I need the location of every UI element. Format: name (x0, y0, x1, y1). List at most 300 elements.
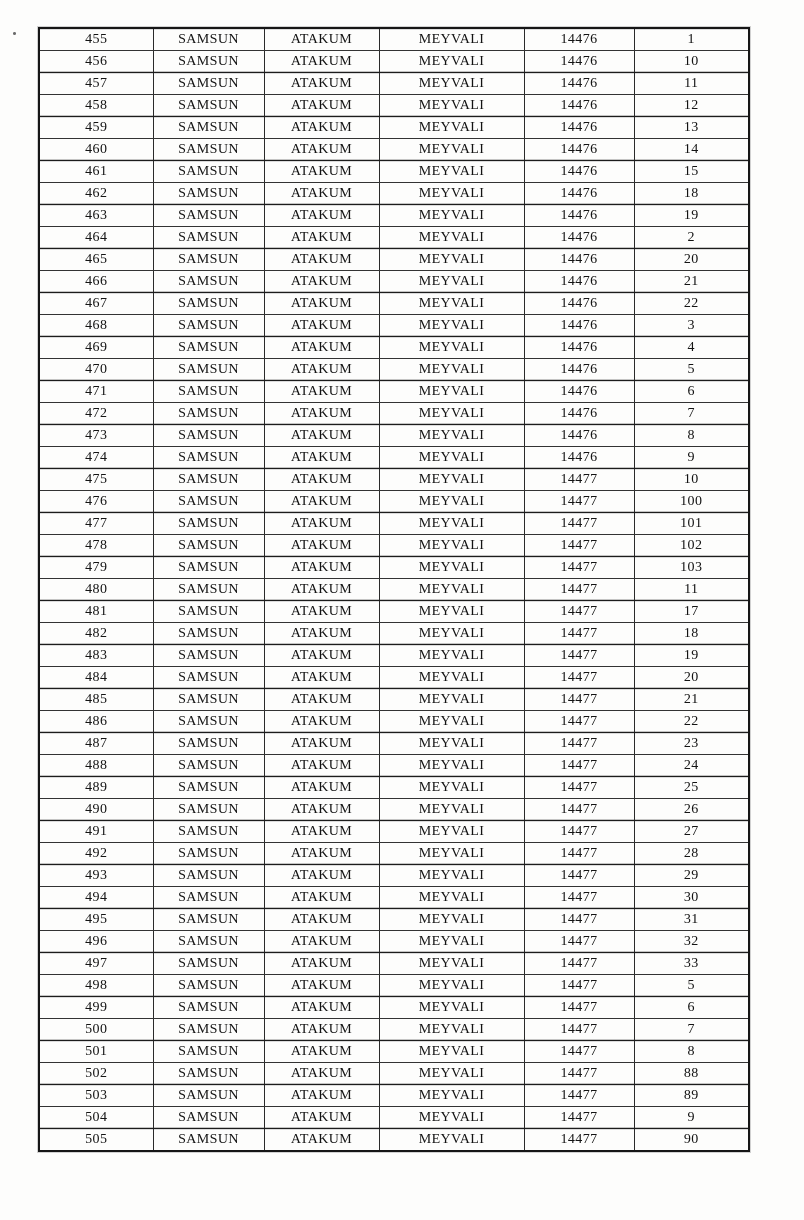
table-cell: SAMSUN (153, 95, 264, 117)
table-row (39, 777, 749, 799)
table-cell: 498 (39, 975, 153, 997)
table-cell: SAMSUN (153, 425, 264, 447)
table-cell: 14476 (524, 28, 634, 51)
table-cell: MEYVALI (379, 205, 524, 227)
table-cell: SAMSUN (153, 139, 264, 161)
table-cell: MEYVALI (379, 1063, 524, 1085)
table-cell: SAMSUN (153, 1063, 264, 1085)
table-cell: SAMSUN (153, 1129, 264, 1152)
table-cell: SAMSUN (153, 601, 264, 623)
table-cell: 482 (39, 623, 153, 645)
table-row (39, 117, 749, 139)
table-cell: SAMSUN (153, 51, 264, 73)
table-cell: 486 (39, 711, 153, 733)
table-cell: 491 (39, 821, 153, 843)
table-cell: 11 (634, 73, 749, 95)
table-cell: ATAKUM (264, 337, 379, 359)
table-cell: ATAKUM (264, 51, 379, 73)
table-cell: 33 (634, 953, 749, 975)
table-cell: MEYVALI (379, 733, 524, 755)
table-cell: 14476 (524, 183, 634, 205)
table-cell: 479 (39, 557, 153, 579)
table-cell: 12 (634, 95, 749, 117)
table-cell: MEYVALI (379, 535, 524, 557)
table-cell: ATAKUM (264, 689, 379, 711)
scan-speckle (13, 32, 16, 35)
table-row (39, 491, 749, 513)
table-cell: MEYVALI (379, 447, 524, 469)
table-cell: 456 (39, 51, 153, 73)
table-cell: 14477 (524, 843, 634, 865)
table-cell: 9 (634, 1107, 749, 1129)
table-cell: MEYVALI (379, 777, 524, 799)
table-row (39, 755, 749, 777)
table-cell: 505 (39, 1129, 153, 1152)
table-cell: ATAKUM (264, 293, 379, 315)
table-cell: 100 (634, 491, 749, 513)
table-cell: ATAKUM (264, 249, 379, 271)
table-cell: SAMSUN (153, 557, 264, 579)
table-row (39, 865, 749, 887)
table-row (39, 733, 749, 755)
table-cell: 485 (39, 689, 153, 711)
table-body (39, 28, 749, 1151)
table-cell: 6 (634, 381, 749, 403)
table-cell: ATAKUM (264, 1019, 379, 1041)
table-cell: 14476 (524, 249, 634, 271)
table-cell: 466 (39, 271, 153, 293)
table-cell: 14476 (524, 381, 634, 403)
table-cell: MEYVALI (379, 293, 524, 315)
table-cell: MEYVALI (379, 887, 524, 909)
table-cell: ATAKUM (264, 1041, 379, 1063)
table-cell: 14477 (524, 579, 634, 601)
table-cell: 499 (39, 997, 153, 1019)
table-cell: 470 (39, 359, 153, 381)
table-cell: 20 (634, 249, 749, 271)
table-cell: 19 (634, 205, 749, 227)
table-cell: MEYVALI (379, 1019, 524, 1041)
table-cell: 14477 (524, 865, 634, 887)
table-cell: ATAKUM (264, 117, 379, 139)
table-cell: 21 (634, 689, 749, 711)
table-cell: ATAKUM (264, 161, 379, 183)
table-cell: MEYVALI (379, 73, 524, 95)
table-cell: 32 (634, 931, 749, 953)
table-cell: 14476 (524, 447, 634, 469)
table-cell: SAMSUN (153, 645, 264, 667)
table-cell: MEYVALI (379, 667, 524, 689)
table-cell: MEYVALI (379, 711, 524, 733)
table-cell: 22 (634, 711, 749, 733)
table-cell: MEYVALI (379, 381, 524, 403)
table-row (39, 579, 749, 601)
table-cell: 17 (634, 601, 749, 623)
table-cell: MEYVALI (379, 337, 524, 359)
table-cell: 14477 (524, 601, 634, 623)
table-cell: 14477 (524, 931, 634, 953)
table-cell: ATAKUM (264, 1129, 379, 1152)
table-cell: MEYVALI (379, 425, 524, 447)
table-cell: 14476 (524, 315, 634, 337)
table-cell: 14477 (524, 645, 634, 667)
table-cell: 463 (39, 205, 153, 227)
table-cell: SAMSUN (153, 579, 264, 601)
table-cell: 3 (634, 315, 749, 337)
table-cell: 462 (39, 183, 153, 205)
table-cell: SAMSUN (153, 73, 264, 95)
table-cell: ATAKUM (264, 579, 379, 601)
table-cell: ATAKUM (264, 359, 379, 381)
table-row (39, 1063, 749, 1085)
table-cell: 13 (634, 117, 749, 139)
table-cell: 14477 (524, 491, 634, 513)
table-cell: 14477 (524, 689, 634, 711)
table-cell: 2 (634, 227, 749, 249)
table-cell: 493 (39, 865, 153, 887)
table-cell: 14476 (524, 359, 634, 381)
table-row (39, 689, 749, 711)
table-cell: ATAKUM (264, 799, 379, 821)
table-cell: SAMSUN (153, 315, 264, 337)
table-cell: 14476 (524, 271, 634, 293)
table-row (39, 227, 749, 249)
records-table (38, 27, 750, 1152)
table-cell: 455 (39, 28, 153, 51)
table-cell: ATAKUM (264, 821, 379, 843)
table-cell: 8 (634, 1041, 749, 1063)
table-cell: MEYVALI (379, 403, 524, 425)
table-row (39, 997, 749, 1019)
table-cell: ATAKUM (264, 491, 379, 513)
table-cell: 14476 (524, 403, 634, 425)
table-cell: 14477 (524, 1085, 634, 1107)
table-cell: SAMSUN (153, 909, 264, 931)
table-cell: 14477 (524, 755, 634, 777)
table-cell: 14476 (524, 293, 634, 315)
table-row (39, 205, 749, 227)
table-cell: 14476 (524, 51, 634, 73)
table-cell: ATAKUM (264, 623, 379, 645)
table-cell: SAMSUN (153, 28, 264, 51)
table-cell: 474 (39, 447, 153, 469)
table-cell: ATAKUM (264, 139, 379, 161)
table-cell: MEYVALI (379, 161, 524, 183)
table-row (39, 799, 749, 821)
table-cell: 476 (39, 491, 153, 513)
table-cell: 88 (634, 1063, 749, 1085)
table-cell: 14477 (524, 1019, 634, 1041)
table-cell: 14477 (524, 887, 634, 909)
table-cell: SAMSUN (153, 183, 264, 205)
table-row (39, 95, 749, 117)
table-cell: MEYVALI (379, 51, 524, 73)
table-cell: 14477 (524, 1107, 634, 1129)
table-cell: 500 (39, 1019, 153, 1041)
table-cell: 14476 (524, 425, 634, 447)
table-cell: ATAKUM (264, 997, 379, 1019)
table-cell: SAMSUN (153, 755, 264, 777)
table-cell: MEYVALI (379, 909, 524, 931)
table-cell: ATAKUM (264, 1107, 379, 1129)
table-cell: ATAKUM (264, 865, 379, 887)
table-cell: 14477 (524, 953, 634, 975)
table-row (39, 1129, 749, 1152)
table-cell: 14477 (524, 1041, 634, 1063)
table-cell: SAMSUN (153, 403, 264, 425)
table-cell: 19 (634, 645, 749, 667)
table-cell: 10 (634, 469, 749, 491)
table-cell: SAMSUN (153, 711, 264, 733)
table-cell: MEYVALI (379, 28, 524, 51)
table-cell: ATAKUM (264, 909, 379, 931)
table-cell: 14477 (524, 799, 634, 821)
table-cell: MEYVALI (379, 183, 524, 205)
table-cell: 467 (39, 293, 153, 315)
table-cell: 483 (39, 645, 153, 667)
table-cell: SAMSUN (153, 887, 264, 909)
table-cell: SAMSUN (153, 271, 264, 293)
table-cell: 14 (634, 139, 749, 161)
table-cell: 5 (634, 359, 749, 381)
table-cell: 31 (634, 909, 749, 931)
table-cell: 471 (39, 381, 153, 403)
table-cell: 14477 (524, 777, 634, 799)
table-row (39, 1085, 749, 1107)
table-cell: SAMSUN (153, 1041, 264, 1063)
table-row (39, 337, 749, 359)
table-cell: MEYVALI (379, 271, 524, 293)
table-row (39, 975, 749, 997)
table-cell: SAMSUN (153, 777, 264, 799)
table-cell: 14477 (524, 1063, 634, 1085)
table-cell: MEYVALI (379, 557, 524, 579)
table-cell: 23 (634, 733, 749, 755)
table-row (39, 28, 749, 51)
table-cell: 487 (39, 733, 153, 755)
table-cell: ATAKUM (264, 28, 379, 51)
table-cell: ATAKUM (264, 667, 379, 689)
table-row (39, 139, 749, 161)
table-cell: 10 (634, 51, 749, 73)
table-cell: 5 (634, 975, 749, 997)
table-cell: 102 (634, 535, 749, 557)
table-cell: SAMSUN (153, 733, 264, 755)
table-cell: ATAKUM (264, 535, 379, 557)
table-row (39, 667, 749, 689)
table-row (39, 403, 749, 425)
table-row (39, 381, 749, 403)
table-cell: 18 (634, 623, 749, 645)
table-cell: MEYVALI (379, 491, 524, 513)
table-cell: SAMSUN (153, 975, 264, 997)
table-cell: 503 (39, 1085, 153, 1107)
table-cell: MEYVALI (379, 359, 524, 381)
table-cell: 14477 (524, 733, 634, 755)
table-cell: 459 (39, 117, 153, 139)
table-cell: ATAKUM (264, 447, 379, 469)
table-cell: MEYVALI (379, 1085, 524, 1107)
table-cell: MEYVALI (379, 579, 524, 601)
table-cell: 14476 (524, 161, 634, 183)
table-cell: ATAKUM (264, 975, 379, 997)
table-cell: 29 (634, 865, 749, 887)
table-cell: 457 (39, 73, 153, 95)
table-cell: ATAKUM (264, 843, 379, 865)
table-cell: MEYVALI (379, 117, 524, 139)
table-cell: 8 (634, 425, 749, 447)
table-cell: MEYVALI (379, 865, 524, 887)
table-row (39, 447, 749, 469)
table-cell: 481 (39, 601, 153, 623)
table-cell: SAMSUN (153, 997, 264, 1019)
table-cell: SAMSUN (153, 359, 264, 381)
table-cell: MEYVALI (379, 953, 524, 975)
table-cell: SAMSUN (153, 843, 264, 865)
table-cell: MEYVALI (379, 1107, 524, 1129)
table-cell: SAMSUN (153, 227, 264, 249)
table-row (39, 843, 749, 865)
table-cell: 14476 (524, 95, 634, 117)
table-row (39, 909, 749, 931)
table-cell: MEYVALI (379, 601, 524, 623)
table-cell: 14477 (524, 821, 634, 843)
table-cell: 27 (634, 821, 749, 843)
table-cell: ATAKUM (264, 755, 379, 777)
table-cell: SAMSUN (153, 491, 264, 513)
table-cell: ATAKUM (264, 1085, 379, 1107)
table-row (39, 645, 749, 667)
table-cell: SAMSUN (153, 689, 264, 711)
table-cell: MEYVALI (379, 623, 524, 645)
table-cell: MEYVALI (379, 997, 524, 1019)
table-cell: 28 (634, 843, 749, 865)
table-cell: ATAKUM (264, 645, 379, 667)
table-cell: 90 (634, 1129, 749, 1152)
table-cell: MEYVALI (379, 469, 524, 491)
table-cell: MEYVALI (379, 799, 524, 821)
table-row (39, 623, 749, 645)
table-cell: MEYVALI (379, 755, 524, 777)
table-cell: 4 (634, 337, 749, 359)
table-cell: MEYVALI (379, 689, 524, 711)
table-cell: 1 (634, 28, 749, 51)
table-row (39, 293, 749, 315)
table-cell: 26 (634, 799, 749, 821)
table-cell: 14476 (524, 73, 634, 95)
table-cell: 14477 (524, 557, 634, 579)
table-cell: MEYVALI (379, 645, 524, 667)
table-cell: ATAKUM (264, 95, 379, 117)
table-row (39, 557, 749, 579)
table-cell: 24 (634, 755, 749, 777)
table-cell: 14477 (524, 711, 634, 733)
table-cell: 7 (634, 403, 749, 425)
table-cell: ATAKUM (264, 425, 379, 447)
table-cell: 14477 (524, 975, 634, 997)
table-cell: MEYVALI (379, 843, 524, 865)
table-cell: 7 (634, 1019, 749, 1041)
table-cell: 11 (634, 579, 749, 601)
table-cell: 478 (39, 535, 153, 557)
table-row (39, 601, 749, 623)
table-cell: 14477 (524, 1129, 634, 1152)
table-cell: SAMSUN (153, 667, 264, 689)
table-cell: 464 (39, 227, 153, 249)
table-cell: 475 (39, 469, 153, 491)
table-cell: SAMSUN (153, 293, 264, 315)
table-cell: 14477 (524, 513, 634, 535)
table-cell: MEYVALI (379, 227, 524, 249)
table-row (39, 359, 749, 381)
table-cell: SAMSUN (153, 1107, 264, 1129)
table-cell: 460 (39, 139, 153, 161)
table-cell: 497 (39, 953, 153, 975)
table-cell: MEYVALI (379, 315, 524, 337)
table-cell: 21 (634, 271, 749, 293)
table-cell: ATAKUM (264, 315, 379, 337)
table-cell: 15 (634, 161, 749, 183)
table-row (39, 183, 749, 205)
table-cell: SAMSUN (153, 953, 264, 975)
table-row (39, 315, 749, 337)
table-row (39, 931, 749, 953)
table-cell: ATAKUM (264, 205, 379, 227)
table-cell: 488 (39, 755, 153, 777)
table-row (39, 1041, 749, 1063)
table-cell: 101 (634, 513, 749, 535)
table-cell: 14477 (524, 667, 634, 689)
table-cell: ATAKUM (264, 733, 379, 755)
table-cell: SAMSUN (153, 117, 264, 139)
table-cell: 14476 (524, 117, 634, 139)
table-cell: 458 (39, 95, 153, 117)
table-cell: 490 (39, 799, 153, 821)
table-cell: 472 (39, 403, 153, 425)
table-cell: 14477 (524, 909, 634, 931)
table-cell: SAMSUN (153, 1085, 264, 1107)
table-cell: SAMSUN (153, 513, 264, 535)
table-cell: 469 (39, 337, 153, 359)
table-cell: 496 (39, 931, 153, 953)
table-cell: SAMSUN (153, 337, 264, 359)
table-cell: 465 (39, 249, 153, 271)
table-cell: 14476 (524, 139, 634, 161)
table-cell: 14476 (524, 227, 634, 249)
table-cell: 461 (39, 161, 153, 183)
table-cell: MEYVALI (379, 1041, 524, 1063)
table-cell: SAMSUN (153, 865, 264, 887)
table-cell: 14477 (524, 997, 634, 1019)
table-cell: ATAKUM (264, 469, 379, 491)
table-cell: ATAKUM (264, 601, 379, 623)
table-cell: SAMSUN (153, 1019, 264, 1041)
table-cell: 501 (39, 1041, 153, 1063)
table-cell: 489 (39, 777, 153, 799)
table-cell: 20 (634, 667, 749, 689)
table-row (39, 887, 749, 909)
table-cell: SAMSUN (153, 381, 264, 403)
table-cell: 18 (634, 183, 749, 205)
table-cell: MEYVALI (379, 975, 524, 997)
table-cell: SAMSUN (153, 931, 264, 953)
table-cell: SAMSUN (153, 535, 264, 557)
table-cell: SAMSUN (153, 821, 264, 843)
table-row (39, 953, 749, 975)
table-cell: ATAKUM (264, 271, 379, 293)
table-cell: 468 (39, 315, 153, 337)
table-cell: 492 (39, 843, 153, 865)
